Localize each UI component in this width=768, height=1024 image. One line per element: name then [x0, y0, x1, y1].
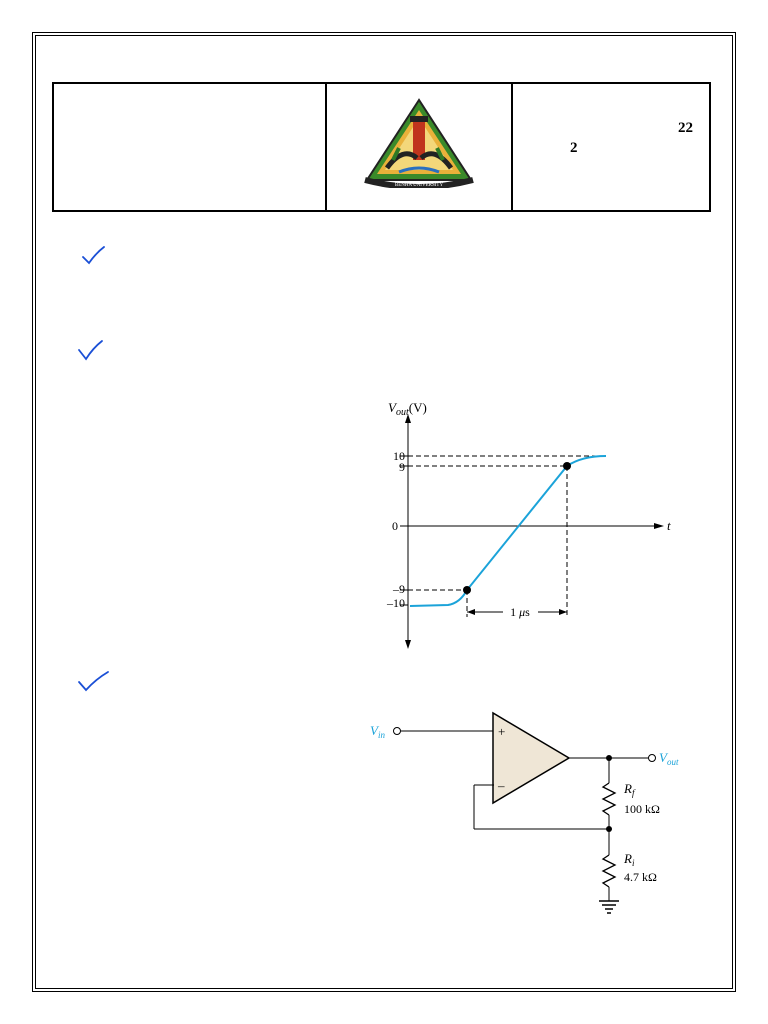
y-axis-label: $V_{out}(V)$	[388, 400, 427, 418]
slew-rate-chart	[370, 395, 690, 655]
header-table	[52, 82, 711, 212]
ground-icon	[599, 901, 619, 913]
ri-value: 4.7 kΩ	[624, 870, 657, 884]
data-point	[563, 462, 571, 470]
noninverting-amplifier-circuit	[362, 705, 702, 930]
page-number: 2	[570, 140, 578, 156]
reference-lines	[408, 456, 606, 617]
header-cell-right	[513, 84, 709, 210]
resistor-rf	[603, 783, 615, 815]
vin-terminal	[394, 728, 401, 735]
checkmark-icon	[80, 244, 106, 266]
ri-label: $R_i$	[624, 851, 635, 868]
rf-label: $R_f$	[624, 781, 635, 798]
vout-terminal	[649, 755, 656, 762]
tick-label: 10	[393, 449, 405, 463]
logo-text: BENHA UNIVERSITY	[394, 183, 444, 188]
x-axis-label: t	[667, 518, 671, 533]
header-cell-logo	[327, 84, 513, 210]
year-number: 22	[678, 120, 693, 136]
header-cell-left	[54, 84, 327, 210]
tick-label: 0	[392, 519, 398, 533]
resistor-ri	[603, 855, 615, 887]
university-logo	[359, 98, 479, 188]
tick-label: –10	[387, 596, 405, 610]
vout-label: $V_{out}$	[659, 750, 679, 767]
vin-label: $V_{in}$	[370, 723, 385, 740]
output-curve	[410, 456, 606, 606]
interval-label: 1 μs	[510, 605, 530, 619]
minus-sign: –	[498, 778, 505, 793]
checkmark-icon	[76, 338, 104, 362]
tick-label: 9	[399, 460, 405, 474]
data-point	[463, 586, 471, 594]
rf-value: 100 kΩ	[624, 802, 660, 816]
tick-label: –9	[393, 582, 405, 596]
plus-sign: +	[498, 724, 506, 739]
checkmark-icon	[76, 668, 110, 694]
